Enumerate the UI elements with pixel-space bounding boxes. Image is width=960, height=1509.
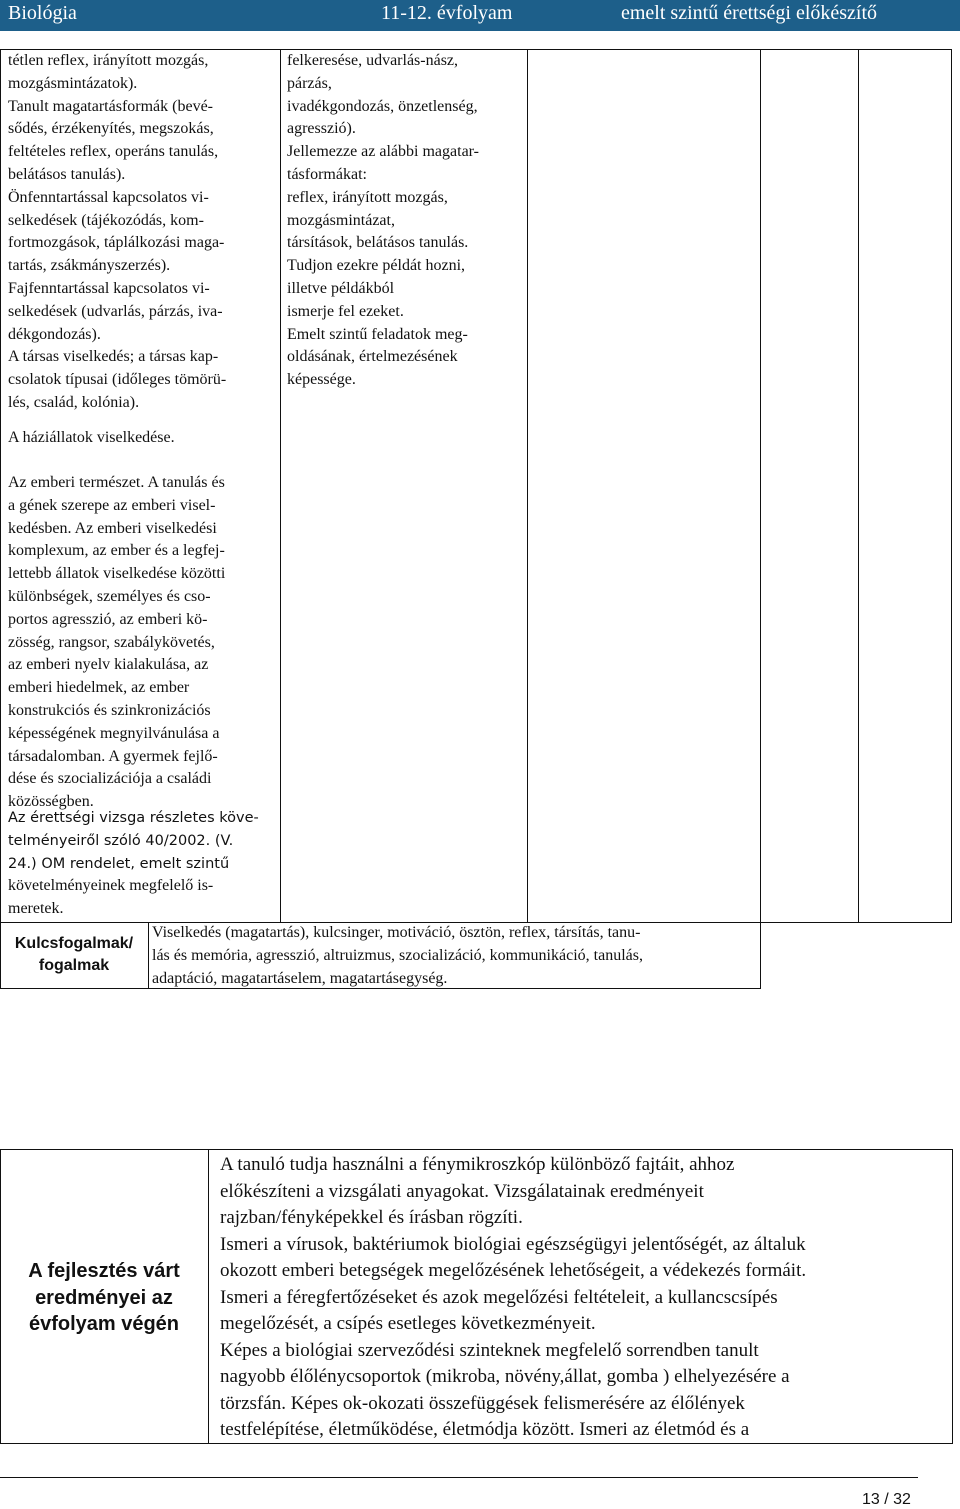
header-course: emelt szintű érettségi előkészítő — [621, 2, 878, 24]
header-subject: Biológia — [8, 2, 77, 24]
kulcsfogalmak-label: Kulcsfogalmak/ fogalmak — [14, 935, 134, 974]
header-grade: 11-12. évfolyam — [381, 2, 513, 24]
kulcsfogalmak-text: Viselkedés (magatartás), kulcsinger, motiváció, ösztön, reflex, társítás, tanu- lás és memória, agresszió, altruizmus, szocializáció, kommunikáció, tanulás, adaptáció, magatartáselem, magatartásegység. — [152, 924, 643, 987]
table1-col1-kovetelmeny: követelményeinek megfelelő is- meretek. — [8, 877, 214, 917]
table1-col1-rendelet: Az érettségi vizsga részletes köve- telményeiről szóló 40/2002. (V. 24.) OM rendelet, emelt szintű — [8, 810, 259, 872]
footer-rule — [0, 1477, 918, 1478]
fejlesztes-label: A fejlesztés várt eredményei az évfolyam végén — [28, 1260, 180, 1335]
page-header — [0, 0, 960, 31]
table1-col2-requirements: felkeresése, udvarlás-nász, párzás, ivadékgondozás, önzetlenség, agresszió). Jellemezze az alábbi magatar- tásformákat: reflex, irányított mozgás, mozgásmintázat, társítások, belátásos tanulás. Tudjon ezekre példát hozni, illetve példákból ismerje fel ezeket. Emelt szintű feladatok meg- oldásának, értelmezésének képessége. — [287, 52, 479, 389]
table1-col1-haziallatok: A háziállatok viselkedése. — [8, 429, 175, 446]
fejlesztes-text: A tanuló tudja használni a fénymikroszkóp különböző fajtáit, ahhoz előkészíteni a vizsgálati anyagokat. Vizsgálatainak eredményeit rajzban/fényképekkel és írásban rögzíti. Ismeri a vírusok, baktériumok biológiai egészségügyi jelentőségét, az általuk okozott emberi betegségek megelőzésének lehetőségeit, a védekezés formáit. Ismeri a féregfertőzéseket és azok megelőzési feltételeit, a kullancscsípés megelőzését, a csípés esetleges következményeit. Képes a biológiai szerveződési szinteknek megfelelő sorrendben tanult nagyobb élőlénycsoportok (mikroba, növény,állat, gomba ) elhelyezésére a törzsfán. Képes ok-okozati összefüggések felismerésére az élőlények testfelépítése, életműködése, életmódja között. Ismeri az életmód és a — [220, 1154, 807, 1440]
table1-col1-topics: tétlen reflex, irányított mozgás, mozgásmintázatok). Tanult magatartásformák (bevé- sődés, érzékenyítés, megszokás, feltételes reflex, operáns tanulás, belátásos tanulás). Önfenntartással kapcsolatos vi- selkedések (tájékozódás, kom- fortmozgások, táplálkozási maga- tartás, zsákmányszerzés). Fajfenntartással kapcsolatos vi- selkedések (udvarlás, párzás, iva- dékgondozás). A társas viselkedés; a társas kap- csolatok típusai (időleges tömörü- lés, család, kolónia). — [8, 52, 227, 411]
page-number: 13 / 32 — [862, 1491, 911, 1508]
table1-col1-emberi-termeszet: Az emberi természet. A tanulás és a gének szerepe az emberi visel- kedésben. Az emberi viselkedési komplexum, az ember és a legfej- lettebb állatok viselkedése közötti különbségek, személyes és cso- portos agresszió, az emberi kö- zösség, rangsor, szabálykövetés, az emberi nyelv kialakulása, az emberi hiedelmek, az ember konstrukciós és szinkronizációs képességének megnyilvánulása a társadalomban. A gyermek fejlő- dése és szocializációja a családi közösségben. — [8, 474, 226, 811]
